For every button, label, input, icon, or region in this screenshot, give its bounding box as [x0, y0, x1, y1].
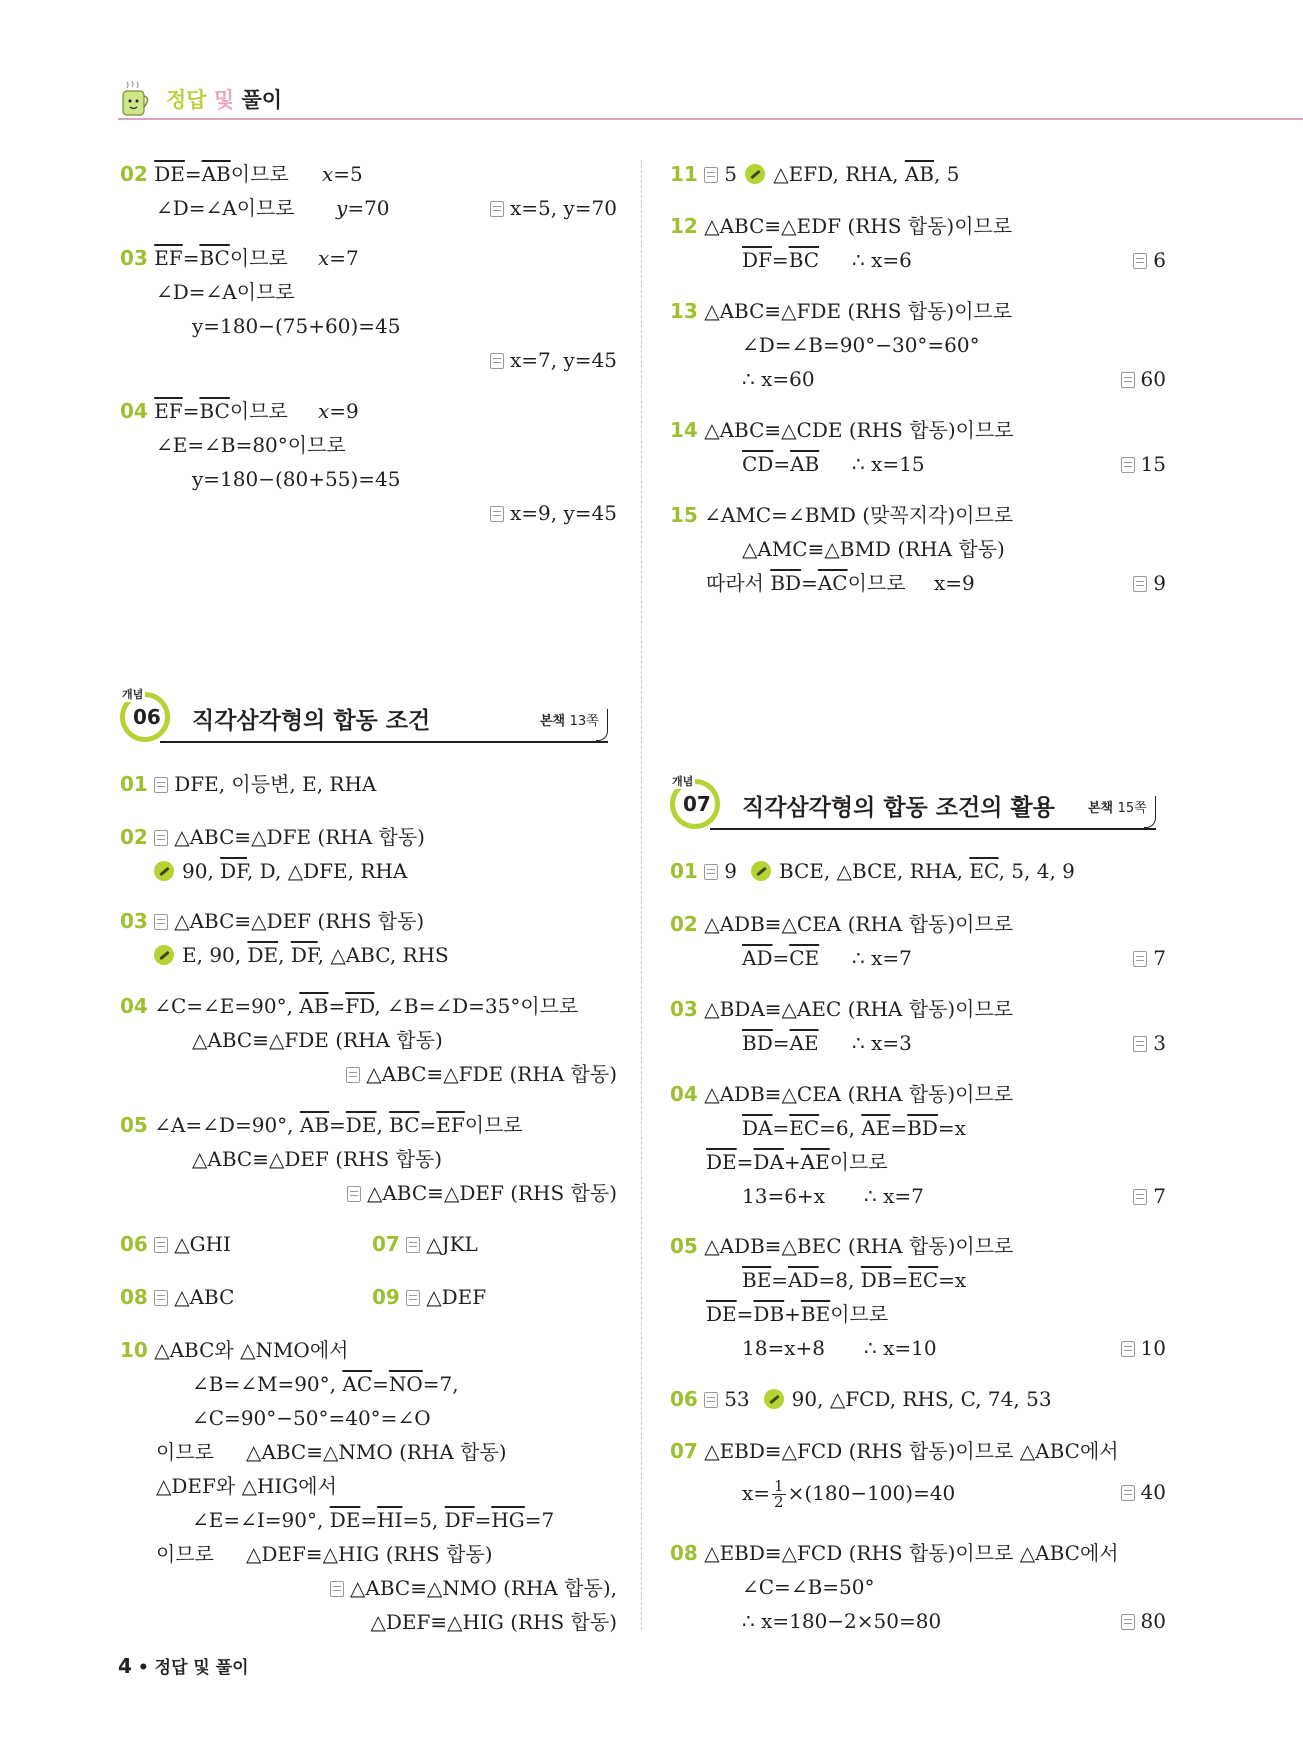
answer-icon: [154, 914, 168, 930]
s07-problem-03-line1: 03 △BDA≡△AEC (RHA 합동)이므로: [670, 997, 1014, 1021]
answer-icon: [704, 167, 718, 183]
answer-icon: [704, 1392, 718, 1408]
s06-problem-10-line7b: △DEF≡△HIG (RHS 합동): [246, 1542, 493, 1566]
pencil-icon: [745, 164, 765, 184]
s06-problem-05-line2: △ABC≡△DEF (RHS 합동): [192, 1147, 443, 1171]
answer-icon: [346, 1067, 360, 1083]
s07-problem-04-line4: 13=6+x: [742, 1184, 825, 1208]
answer-icon: [1133, 951, 1147, 967]
problem-14-line2: $\overline{CD}=\overline{AB}$: [742, 452, 820, 476]
answer-icon: [1121, 1614, 1135, 1630]
s06-problem-04-line2: △ABC≡△FDE (RHA 합동): [192, 1028, 443, 1052]
problem-15-line3: 따라서 $\overline{BD}=\overline{AC}$이므로: [706, 571, 906, 595]
footer-bullet: •: [137, 1658, 149, 1678]
problem-13-line3: ∴ x=60: [742, 367, 815, 391]
s07-problem-06: 06 53 90, △FCD, RHS, C, 74, 53: [670, 1387, 1052, 1411]
answer-icon: [1133, 576, 1147, 592]
s06-problem-01: 01 DFE, 이등변, E, RHA: [120, 772, 377, 796]
s06-problem-10-line6: ∠E=∠I=90°, $\overline{DE}=\overline{HI}=5$, $\overline{DF}=\overline{HG}=7$: [192, 1508, 555, 1532]
s07-problem-01: 01 9 BCE, △BCE, RHA, $\overline{EC}$, 5, 4, 9: [670, 859, 1075, 883]
s07-problem-02-result: ∴ x=7: [852, 946, 912, 970]
s07-problem-04-line3: $\overline{DE}=\overline{DA}+\overline{AE}$이므로: [706, 1150, 888, 1174]
s07-problem-07-answer: 40: [1121, 1479, 1166, 1505]
answer-icon: [490, 353, 504, 369]
column-divider: [641, 160, 642, 1630]
s07-problem-02-line2: $\overline{AD}=\overline{CE}$: [742, 946, 820, 970]
s06-problem-09: 09 △DEF: [372, 1285, 487, 1309]
problem-15-result: x=9: [934, 571, 975, 595]
answer-icon: [704, 864, 718, 880]
header-title-word2: 및: [213, 88, 235, 112]
footer-label: 정답 및 풀이: [154, 1658, 249, 1678]
answer-icon: [406, 1237, 420, 1253]
pencil-icon: [154, 945, 174, 965]
s07-problem-05-line3: $\overline{DE}=\overline{DB}+\overline{BE}$이므로: [706, 1302, 889, 1326]
s06-problem-05-line1: 05 ∠A=∠D=90°, $\overline{AB}=\overline{DE}$, $\overline{BC}=\overline{EF}$이므로: [120, 1113, 523, 1137]
problem-15-answer: 9: [1133, 570, 1166, 596]
answer-icon: [1133, 253, 1147, 269]
answer-icon: [347, 1186, 361, 1202]
section-07-heading: 개념 07 직각삼각형의 합동 조건의 활용 본책 15쪽: [670, 777, 1170, 837]
s06-problem-10-line3: ∠C=90°−50°=40°=∠O: [192, 1406, 431, 1430]
s06-problem-10-line1: 10 △ABC와 △NMO에서: [120, 1338, 349, 1362]
cup-mascot-icon: [118, 80, 152, 118]
s07-problem-04-line2: $\overline{DA}=\overline{EC}=6$, $\overline{AE}=\overline{BD}=x$: [742, 1116, 966, 1140]
pencil-icon: [764, 1389, 784, 1409]
s06-problem-10-line7a: 이므로: [156, 1542, 214, 1566]
s07-problem-08-answer: 80: [1121, 1608, 1166, 1634]
s07-problem-05-answer: 10: [1121, 1335, 1166, 1361]
problem-04-line1: 04 $\overline{EF}=\overline{BC}$이므로: [120, 399, 288, 423]
problem-04-line2: ∠E=∠B=80°이므로: [156, 433, 346, 457]
header-title: [166, 84, 282, 114]
problem-02-x: x=5: [322, 162, 363, 186]
s07-problem-07-line1: 07 △EBD≡△FCD (RHS 합동)이므로 △ABC에서: [670, 1439, 1119, 1463]
s06-problem-03-line1: 03 △ABC≡△DEF (RHS 합동): [120, 909, 425, 933]
problem-15-line2: △AMC≡△BMD (RHA 합동): [742, 537, 1005, 561]
answer-icon: [490, 506, 504, 522]
answer-icon: [154, 777, 168, 793]
problem-13-answer: 60: [1121, 366, 1166, 392]
fraction: $\frac{1}{2}$: [774, 1477, 784, 1511]
problem-03-line3: y=180−(75+60)=45: [192, 314, 401, 338]
answer-icon: [490, 201, 504, 217]
problem-04-x: x=9: [318, 399, 359, 423]
s07-problem-04-result: ∴ x=7: [864, 1184, 924, 1208]
problem-12-result: ∴ x=6: [852, 248, 912, 272]
s07-problem-04-answer: 7: [1133, 1183, 1166, 1209]
s06-problem-02-line2: 90, $\overline{DF}$, D, △DFE, RHA: [152, 858, 407, 884]
s06-problem-10-line2: ∠B=∠M=90°, $\overline{AC}=\overline{NO}=7$,: [192, 1372, 459, 1396]
problem-04-answer: x=9, y=45: [490, 500, 617, 526]
answer-icon: [154, 830, 168, 846]
s06-problem-10-line4b: △ABC≡△NMO (RHA 합동): [246, 1440, 507, 1464]
s06-problem-10-answer2: △DEF≡△HIG (RHS 합동): [370, 1610, 617, 1634]
s06-problem-07: 07 △JKL: [372, 1232, 478, 1256]
s06-problem-10-line5: △DEF와 △HIG에서: [156, 1474, 337, 1498]
s07-problem-04-line1: 04 △ADB≡△CEA (RHA 합동)이므로: [670, 1082, 1014, 1106]
s07-problem-03-result: ∴ x=3: [852, 1031, 912, 1055]
problem-15-line1: 15 ∠AMC=∠BMD (맞꼭지각)이므로: [670, 503, 1014, 527]
s07-problem-03-line2: $\overline{BD}=\overline{AE}$: [742, 1031, 819, 1055]
problem-13-line1: 13 △ABC≡△FDE (RHS 합동)이므로: [670, 299, 1013, 323]
answer-icon: [1133, 1036, 1147, 1052]
header-title-word1: 정답: [166, 88, 207, 112]
answer-icon: [1121, 1341, 1135, 1357]
problem-02-y: y=70: [336, 196, 390, 220]
section-06-ref: 본책 13쪽: [540, 714, 599, 729]
s06-problem-04-line1: 04 ∠C=∠E=90°, $\overline{AB}=\overline{FD}$, ∠B=∠D=35°이므로: [120, 994, 579, 1018]
header-divider: [118, 118, 1303, 120]
s07-problem-05-result: ∴ x=10: [864, 1336, 937, 1360]
section-07-title: 직각삼각형의 합동 조건의 활용: [742, 795, 1055, 821]
s06-problem-08: 08 △ABC: [120, 1285, 235, 1309]
pencil-icon: [751, 861, 771, 881]
answer-icon: [330, 1581, 344, 1597]
problem-03-line1: 03 $\overline{EF}=\overline{BC}$이므로: [120, 246, 288, 270]
header-title-word3: 풀이: [241, 88, 283, 112]
section-06-heading: 개념 06 직각삼각형의 합동 조건 본책 13쪽: [120, 690, 620, 750]
s07-problem-08-line2: ∠C=∠B=50°: [742, 1575, 875, 1599]
problem-14-answer: 15: [1121, 451, 1166, 477]
problem-02-answer: x=5, y=70: [490, 195, 617, 221]
problem-11: 11 5 △EFD, RHA, $\overline{AB}$, 5: [670, 162, 960, 186]
s06-problem-10-line4a: 이므로: [156, 1440, 214, 1464]
problem-03-line2: ∠D=∠A이므로: [156, 280, 295, 304]
s06-problem-02-line1: 02 △ABC≡△DFE (RHA 합동): [120, 825, 425, 849]
s07-problem-07-line2: x= $\frac{1}{2}$ ×(180−100)=40: [742, 1477, 956, 1511]
s07-problem-05-line2: $\overline{BE}=\overline{AD}=8$, $\overline{DB}=\overline{EC}=x$: [742, 1268, 967, 1292]
problem-12-line2: $\overline{DF}=\overline{BC}$: [742, 248, 820, 272]
problem-14-line1: 14 △ABC≡△CDE (RHS 합동)이므로: [670, 418, 1014, 442]
answer-icon: [406, 1290, 420, 1306]
problem-14-result: ∴ x=15: [852, 452, 925, 476]
s06-problem-06: 06 △GHI: [120, 1232, 231, 1256]
s07-problem-02-answer: 7: [1133, 945, 1166, 971]
answer-icon: [1121, 372, 1135, 388]
problem-03-x: x=7: [318, 246, 359, 270]
problem-02-line1: 02 $\overline{DE}=\overline{AB}$이므로: [120, 162, 289, 186]
page-footer: [118, 1653, 249, 1678]
s06-problem-03-line2: E, 90, $\overline{DE}$, $\overline{DF}$, △ABC, RHS: [152, 942, 449, 968]
answer-icon: [154, 1237, 168, 1253]
section-06-title: 직각삼각형의 합동 조건: [192, 708, 431, 734]
problem-13-line2: ∠D=∠B=90°−30°=60°: [742, 333, 980, 357]
page-number: 4: [118, 1654, 132, 1678]
s07-problem-08-line3: ∴ x=180−2×50=80: [742, 1609, 942, 1633]
s06-problem-05-answer: △ABC≡△DEF (RHS 합동): [347, 1180, 617, 1206]
problem-12-line1: 12 △ABC≡△EDF (RHS 합동)이므로: [670, 214, 1013, 238]
s07-problem-05-line1: 05 △ADB≡△BEC (RHA 합동)이므로: [670, 1234, 1014, 1258]
problem-03-answer: x=7, y=45: [490, 347, 617, 373]
answer-icon: [1121, 1485, 1135, 1501]
problem-04-line3: y=180−(80+55)=45: [192, 467, 401, 491]
pencil-icon: [154, 861, 174, 881]
problem-12-answer: 6: [1133, 247, 1166, 273]
s07-problem-05-line4: 18=x+8: [742, 1336, 825, 1360]
problem-02-line2: ∠D=∠A이므로: [156, 196, 295, 220]
answer-icon: [1121, 457, 1135, 473]
answer-icon: [154, 1290, 168, 1306]
s06-problem-10-answer1: △ABC≡△NMO (RHA 합동),: [330, 1575, 617, 1601]
s07-problem-03-answer: 3: [1133, 1030, 1166, 1056]
s06-problem-04-answer: △ABC≡△FDE (RHA 합동): [346, 1061, 617, 1087]
s07-problem-08-line1: 08 △EBD≡△FCD (RHS 합동)이므로 △ABC에서: [670, 1541, 1119, 1565]
section-07-ref: 본책 15쪽: [1088, 801, 1147, 816]
s07-problem-02-line1: 02 △ADB≡△CEA (RHA 합동)이므로: [670, 912, 1014, 936]
answer-icon: [1133, 1189, 1147, 1205]
